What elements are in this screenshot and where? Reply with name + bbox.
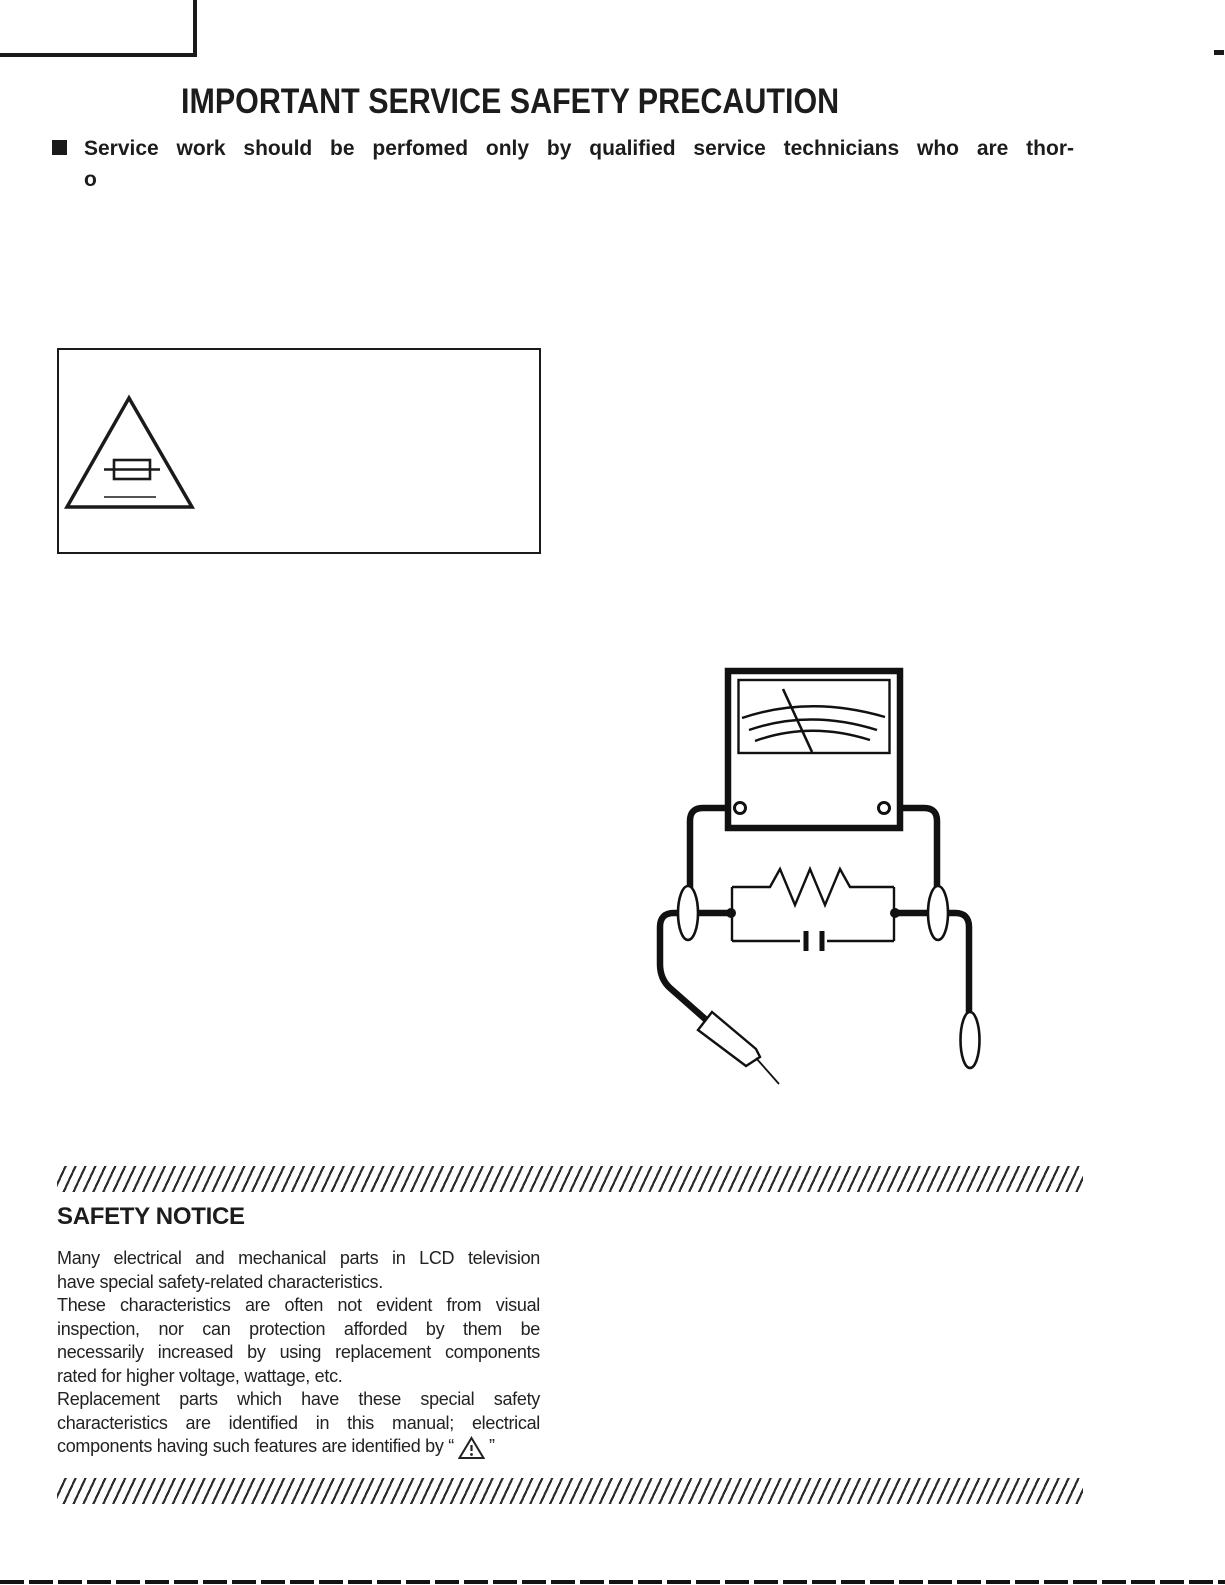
junction-dot [726, 908, 736, 918]
analog-meter-icon [728, 671, 900, 828]
bullet-item [84, 133, 1074, 195]
scan-corner-frame [0, 0, 197, 57]
test-probe-icon [698, 1012, 779, 1084]
meter-terminal [735, 803, 746, 814]
hatch-divider-bottom [57, 1478, 1083, 1504]
notice-last-line-text: components having such features are identified by “ [57, 1436, 454, 1457]
safety-notice-paragraph [57, 1247, 540, 1459]
notice-line: have special safety-related characteristics. [57, 1271, 383, 1292]
page-title: IMPORTANT SERVICE SAFETY PRECAUTION [181, 82, 840, 121]
meter-face [739, 680, 890, 753]
notice-line: These characteristics are often not evident from visual [57, 1295, 540, 1315]
rc-network [732, 869, 894, 951]
resistor-symbol [732, 869, 894, 905]
probe-wires [660, 913, 969, 1025]
junction-dot [890, 908, 900, 918]
alligator-clip-icon [678, 886, 698, 940]
fuse-warning-triangle-icon [64, 390, 199, 515]
page-bottom-rule [0, 1580, 1225, 1584]
notice-close-quote: ” [488, 1436, 495, 1457]
safety-notice-heading: SAFETY NOTICE [57, 1203, 245, 1230]
bullet-line-2: o [84, 168, 97, 191]
notice-line: Replacement parts which have these special safety [57, 1389, 540, 1409]
bullet-line-1: Service work should be perfomed only by qualified service technicians who are thor- [84, 137, 1074, 160]
notice-line: characteristics are identified in this manual; electrical [57, 1412, 540, 1433]
notice-line: rated for higher voltage, wattage, etc. [57, 1365, 343, 1386]
probe-handle-icon [961, 1012, 980, 1068]
alligator-clip-icon [928, 886, 948, 940]
probe-tip [756, 1058, 779, 1084]
edge-tick-mark [1214, 50, 1224, 55]
notice-line: necessarily increased by using replacement components [57, 1342, 540, 1362]
notice-line: Many electrical and mechanical parts in LCD television [57, 1248, 540, 1268]
capacitor-symbol [806, 931, 822, 951]
notice-line: inspection, nor can protection afforded by them be [57, 1318, 540, 1339]
warning-symbol-box [57, 348, 541, 554]
bullet-square-icon [52, 140, 67, 155]
warning-triangle-exclamation-icon [458, 1436, 485, 1460]
hatch-divider-top [57, 1166, 1083, 1192]
meter-terminal [879, 803, 890, 814]
isolation-check-diagram [600, 640, 1050, 1110]
notice-line-last [57, 1435, 540, 1459]
